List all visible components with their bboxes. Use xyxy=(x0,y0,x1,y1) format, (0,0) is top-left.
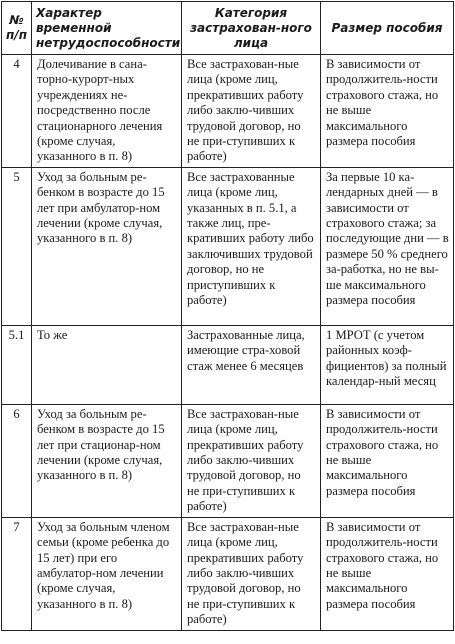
row-amount: За первые 10 ка-лендарных дней — в зависимости от страхового стажа; за последующие дни — в размере 50 % среднего за-работка, но не вы-ше максимального размера пособия xyxy=(321,167,454,325)
row-num: 5 xyxy=(2,167,32,325)
benefits-table xyxy=(1,1,454,631)
table-row xyxy=(2,167,454,325)
row-character: Долечивание в сана-торно-курорт-ных учреждениях не-посредственно после стационарного лечения (кроме случая, указанного в п. 8) xyxy=(32,55,182,168)
row-amount: В зависимости от продолжитель-ности страхового стажа, но не выше максимального размера пособия xyxy=(321,517,454,630)
row-category: Все застрахован-ные лица (кроме лиц, прекративших работу либо заклю-чивших трудовой договор, но не при-ступивших к работе) xyxy=(182,404,321,517)
row-num: 5.1 xyxy=(2,325,32,404)
row-character: То же xyxy=(32,325,182,404)
row-amount: В зависимости от продолжитель-ности страхового стажа, но не выше максимального размера пособия xyxy=(321,404,454,517)
row-character: Уход за больным ре-бенком в возрасте до 15 лет при амбулатор-ном лечении (кроме случая, указанного в п. 8) xyxy=(32,167,182,325)
row-character: Уход за больным членом семьи (кроме ребенка до 15 лет) при его амбулатор-ном лечении (кроме случая, указанного в п. 8) xyxy=(32,517,182,630)
header-category: Категория застрахован-ного лица xyxy=(182,2,321,55)
table-row xyxy=(2,404,454,517)
row-num: 6 xyxy=(2,404,32,517)
header-num: № п/п xyxy=(2,2,32,55)
row-category: Все застрахован-ные лица (кроме лиц, прекративших работу либо заклю-чивших трудовой договор, но не при-ступивших к работе) xyxy=(182,55,321,168)
table-row xyxy=(2,325,454,404)
header-character: Характер временной нетрудоспособности xyxy=(32,2,182,55)
row-amount: 1 МРОТ (с учетом районных коэф-фициентов) за полный календар-ный месяц xyxy=(321,325,454,404)
header-amount: Размер пособия xyxy=(321,2,454,55)
table-row xyxy=(2,517,454,630)
table-header-row xyxy=(2,2,454,55)
row-num: 7 xyxy=(2,517,32,630)
row-num: 4 xyxy=(2,55,32,168)
row-character: Уход за больным ре-бенком в возрасте до 15 лет при стационар-ном лечении (кроме случая, указанного в п. 8) xyxy=(32,404,182,517)
row-category: Застрахованные лица, имеющие стра-ховой стаж менее 6 месяцев xyxy=(182,325,321,404)
row-amount: В зависимости от продолжитель-ности страхового стажа, но не выше максимального размера пособия xyxy=(321,55,454,168)
table-row xyxy=(2,55,454,168)
row-category: Все застрахованные лица (кроме лиц, указанных в п. 5.1, а также лиц, пре-кративших работу либо заключивших трудовой договор, но не приступивших к работе) xyxy=(182,167,321,325)
row-category: Все застрахован-ные лица (кроме лиц, прекративших работу либо заклю-чивших трудовой договор, но не при-ступивших к работе) xyxy=(182,517,321,630)
